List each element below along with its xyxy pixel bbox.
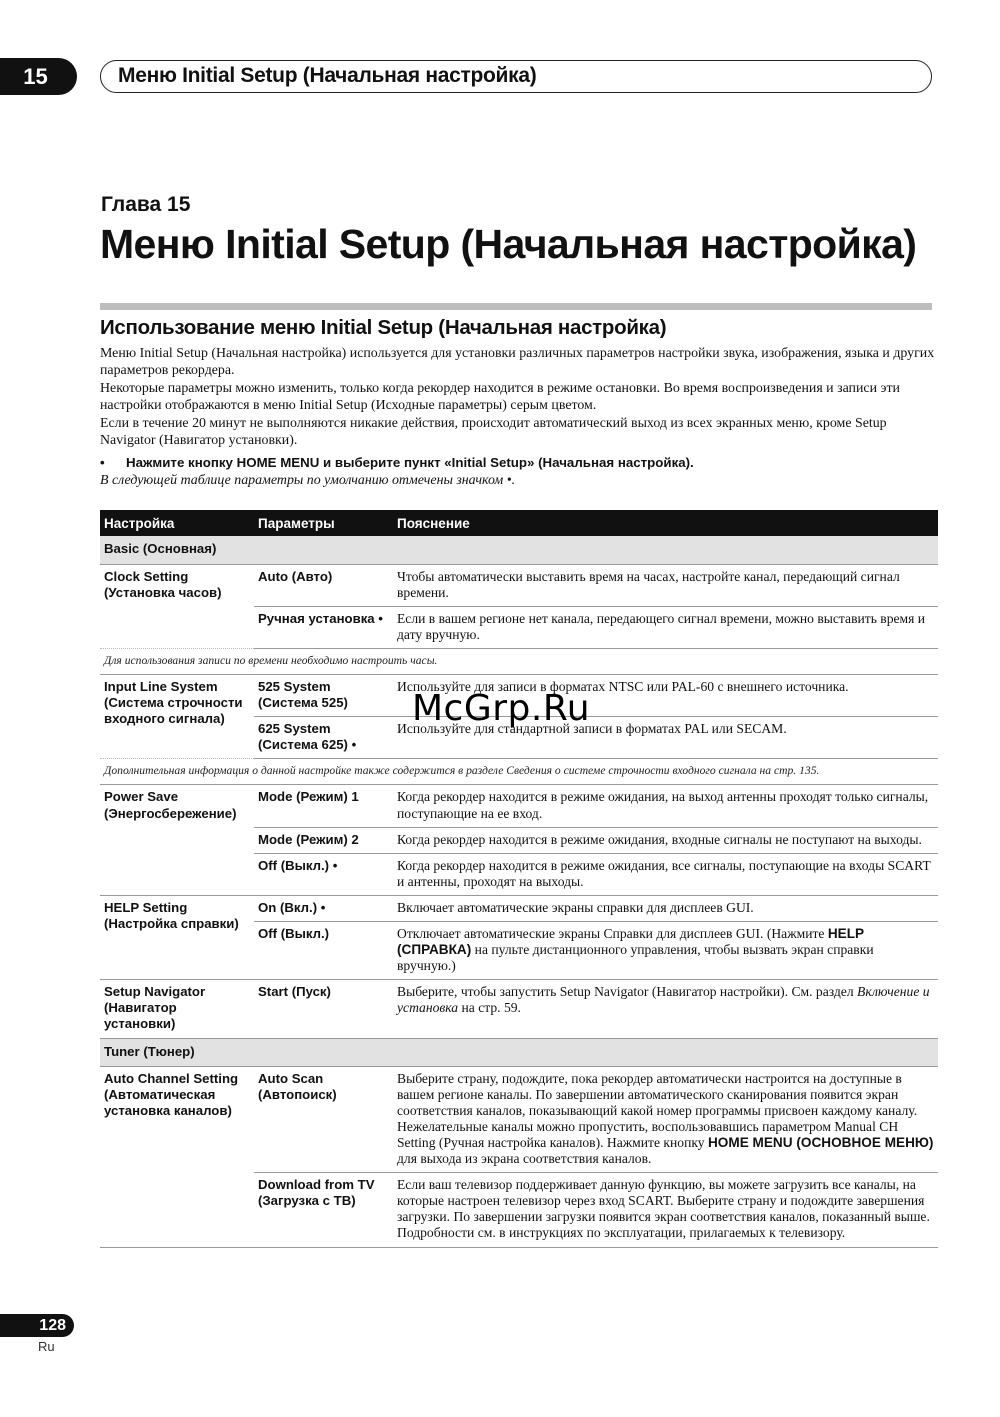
table-note-row (100, 648, 938, 674)
chapter-label: Глава 15 (101, 193, 191, 216)
bullet-icon: • (100, 454, 105, 470)
table-row (100, 1066, 938, 1173)
option-name: Off (Выкл.) (254, 922, 393, 980)
option-description: Если в вашем регионе нет канала, передающего сигнал времени, можно выставить время и дату вручную. (393, 606, 938, 648)
section-divider (100, 303, 932, 310)
watermark: McGrp.Ru (412, 688, 591, 729)
option-description (393, 1173, 938, 1247)
table-row (100, 785, 938, 827)
instruction-step (100, 455, 935, 472)
description-text: Отключает автоматические экраны Справки для дисплеев GUI. (Нажмите (397, 926, 828, 941)
chapter-number-badge: 15 (0, 58, 77, 95)
option-description (393, 1066, 938, 1173)
option-description: Когда рекордер находится в режиме ожидания, все сигналы, поступающие на входы SCART и антенны, проходят на выходы. (393, 853, 938, 895)
setting-name: HELP Setting (Настройка справки) (100, 895, 254, 979)
option-name: Start (Пуск) (254, 980, 393, 1038)
setting-name: Setup Navigator (Навигатор установки) (100, 980, 254, 1038)
table-row (100, 895, 938, 921)
intro-paragraph: Меню Initial Setup (Начальная настройка) используется для установки различных параметров настройки звука, изображения, языка и других параметров рекордера. (100, 346, 935, 378)
option-name: Mode (Режим) 1 (254, 785, 393, 827)
table-note-row (100, 759, 938, 785)
header-title: Меню Initial Setup (Начальная настройка) (118, 64, 537, 87)
option-description: Когда рекордер находится в режиме ожидания, входные сигналы не поступают на выходы. (393, 827, 938, 853)
table-header-row (100, 510, 938, 536)
option-name: 625 System (Система 625) • (254, 717, 393, 759)
option-name: Auto (Авто) (254, 564, 393, 606)
option-description: Чтобы автоматически выставить время на часах, настройте канал, передающий сигнал времени. (393, 564, 938, 606)
section-title: Использование меню Initial Setup (Начальная настройка) (100, 316, 667, 339)
description-text: Выберите, чтобы запустить Setup Navigator (Навигатор настройки). См. раздел (397, 984, 858, 1000)
page-number: 128 (0, 1314, 74, 1337)
description-text: на пульте дистанционного управления, чтобы вызвать экран справки вручную.) (397, 942, 874, 974)
setting-name: Power Save (Энергосбережение) (100, 785, 254, 895)
table-note: Дополнительная информация о данной настройке также содержится в разделе Сведения о системе строчности входного сигнала на стр. 135. (100, 759, 938, 785)
option-description (393, 922, 938, 980)
header-setting: Настройка (100, 510, 254, 536)
option-name: Download from TV (Загрузка с ТВ) (254, 1173, 393, 1247)
intro-text (100, 346, 935, 492)
option-description: Используйте для стандартной записи в форматах PAL или SECAM. (393, 717, 938, 759)
option-name: On (Вкл.) • (254, 895, 393, 921)
cross-reference: Включение и установка (397, 984, 930, 1016)
table-note: Для использования записи по времени необходимо настроить часы. (100, 648, 938, 674)
instruction-text: Нажмите кнопку HOME MENU и выберите пункт «Initial Setup» (Начальная настройка). (126, 454, 694, 470)
description-text: Если ваш телевизор поддерживает данную функцию, вы можете загрузить все каналы, на которые настроен телевизор через вход SCART. Выберите страну и подождите завершения загрузки. По завершении загрузки появится экран соответствия каналов, показанный выше. (397, 1177, 930, 1225)
option-name: Auto Scan (Автопоиск) (254, 1066, 393, 1173)
default-note: В следующей таблице параметры по умолчанию отмечены значком •. (100, 473, 516, 489)
option-name: Mode (Режим) 2 (254, 827, 393, 853)
description-text: Выберите страну, подождите, пока рекордер автоматически настроится на доступные в вашем регионе каналы. По завершении автоматического сканирования появится экран соответствия каналов, показывающий какой номер программы присвоен каждому каналу. Нежелательные каналы можно пропустить, воспользовавшись параметром Manual CH Setting (Ручная настройка каналов). Нажмите кнопку (397, 1070, 918, 1150)
option-description: Используйте для записи в форматах NTSC или PAL-60 с внешнего источника. (393, 674, 938, 716)
group-row-tuner (100, 1038, 938, 1066)
chapter-title: Меню Initial Setup (Начальная настройка) (100, 221, 917, 267)
help-key-label: HELP (СПРАВКА) (397, 926, 864, 958)
header-options: Параметры (254, 510, 393, 536)
setting-name: Clock Setting (Установка часов) (104, 568, 222, 600)
home-menu-key-label: HOME MENU (ОСНОВНОЕ МЕНЮ) (707, 1134, 934, 1150)
description-text: Подробности см. в инструкциях по эксплуатации, прилагаемых к телевизору. (397, 1225, 846, 1241)
description-text: на стр. 59. (458, 1000, 521, 1016)
group-label: Basic (Основная) (100, 536, 938, 564)
group-row-basic (100, 536, 938, 564)
intro-paragraph: Некоторые параметры можно изменить, только когда рекордер находится в режиме остановки. Во время воспроизведения и записи эти настройки отображаются в меню Initial Setup (Исходные параметры) серым цветом. (100, 381, 900, 413)
header-description: Пояснение (393, 510, 938, 536)
option-description: Когда рекордер находится в режиме ожидания, на выход антенны проходят только сигналы, поступающие на ее вход. (393, 785, 938, 827)
option-name: 525 System (Система 525) (254, 674, 393, 716)
intro-paragraph: Если в течение 20 минут не выполняются никакие действия, происходит автоматический выход из всех экранных меню, кроме Setup Navigator (Навигатор установки). (100, 416, 887, 448)
option-name: Ручная установка • (254, 606, 393, 648)
option-description (393, 980, 938, 1038)
table-row (100, 980, 938, 1038)
language-code: Ru (38, 1339, 55, 1354)
setting-name: Auto Channel Setting (Автоматическая установка каналов) (100, 1066, 254, 1247)
option-name: Off (Выкл.) • (254, 853, 393, 895)
setting-name: Input Line System (Система строчности входного сигнала) (104, 678, 243, 727)
table-row (100, 564, 938, 606)
group-label: Tuner (Тюнер) (100, 1038, 938, 1066)
option-description: Включает автоматические экраны справки для дисплеев GUI. (393, 895, 938, 921)
description-text: для выхода из экрана соответствия каналов. (397, 1151, 652, 1167)
settings-table (100, 510, 938, 1248)
